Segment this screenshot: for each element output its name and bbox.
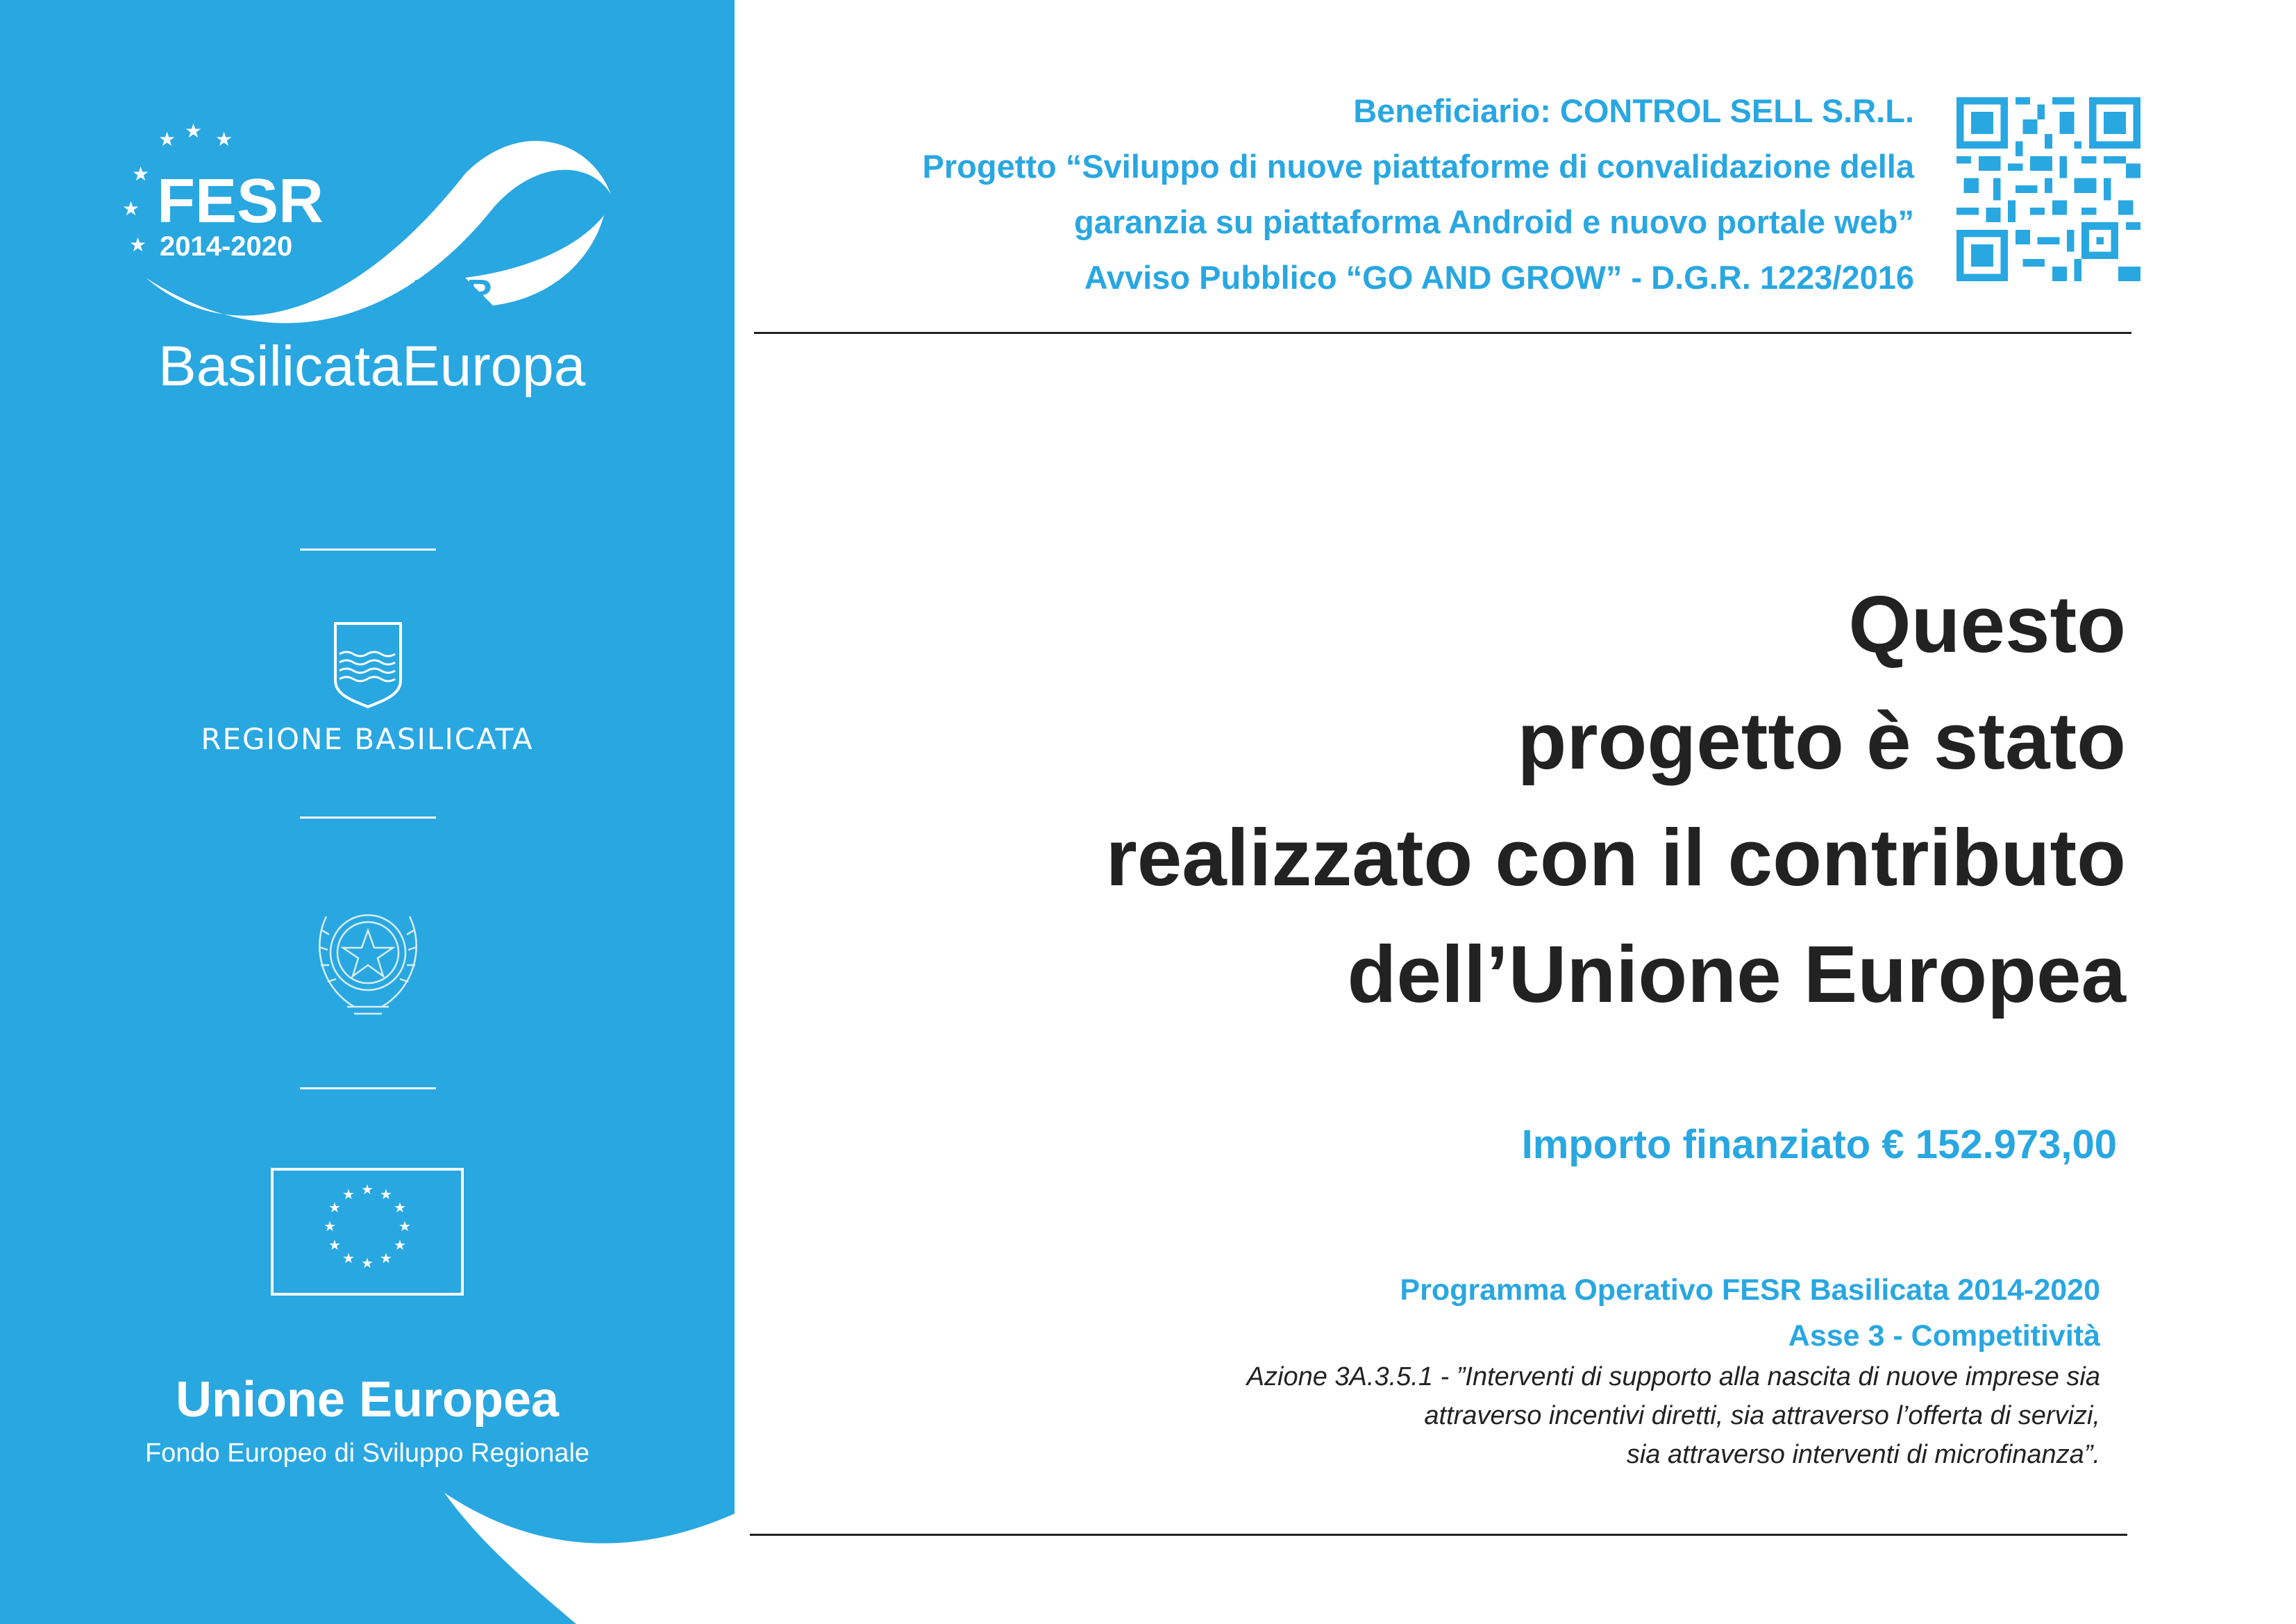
action-line1: Azione 3A.3.5.1 - ”Interventi di supporto alla nascita di nuove imprese sia [1246, 1362, 2100, 1391]
svg-text:★: ★ [399, 1218, 411, 1234]
public-notice-text: Avviso Pubblico “GO AND GROW” - D.G.R. 1223/2016 [1084, 259, 1914, 296]
project-title-line1: Progetto “Sviluppo di nuove piattaforme di convalidazione della [922, 148, 1914, 185]
logo-brand-text: BasilicataEuropa [158, 335, 586, 398]
funded-amount: Importo finanziato € 152.973,00 [1521, 1122, 2117, 1167]
italian-republic-emblem-icon [305, 889, 430, 1021]
region-coat-of-arms-icon [330, 619, 406, 710]
svg-text:★: ★ [129, 233, 147, 256]
main-message-line3: realizzato con il contributo [1105, 812, 2126, 903]
project-title-line2: garanzia su piattaforma Android e nuovo portale web” [1074, 203, 1914, 240]
program-axis: Asse 3 - Competitività [1788, 1319, 2100, 1353]
divider-1 [300, 549, 436, 551]
svg-text:★: ★ [324, 1218, 336, 1234]
main-message-line4: dell’Unione Europea [1347, 929, 2126, 1019]
action-line3: sia attraverso interventi di microfinanza”. [1626, 1440, 2100, 1469]
eu-flag-icon [271, 1168, 464, 1296]
svg-text:★: ★ [380, 1186, 392, 1203]
svg-text:★: ★ [380, 1250, 392, 1266]
program-info [1400, 1267, 2100, 1359]
logo-fesr-text: FESR [157, 167, 324, 236]
project-header [923, 83, 1914, 305]
beneficiary-text: Beneficiario: CONTROL SELL S.R.L. [1353, 92, 1914, 129]
action-line2: attraverso incentivi diretti, sia attraverso l’offerta di servizi, [1424, 1401, 2100, 1430]
program-title: Programma Operativo FESR Basilicata 2014-2020 [1400, 1273, 2100, 1307]
svg-text:★: ★ [215, 128, 233, 151]
svg-text:★: ★ [328, 1237, 341, 1253]
top-rule [754, 332, 2131, 334]
svg-text:★: ★ [342, 1250, 355, 1266]
svg-text:★: ★ [122, 197, 140, 220]
svg-text:★: ★ [132, 162, 150, 185]
left-sidebar-panel [0, 0, 735, 1624]
svg-text:★: ★ [342, 1186, 355, 1203]
action-description [1247, 1357, 2100, 1474]
por-fesr-logo [104, 119, 632, 424]
logo-years-text: 2014-2020 [160, 231, 293, 262]
svg-text:★: ★ [328, 1199, 341, 1216]
eu-title: Unione Europea [175, 1372, 560, 1428]
svg-text:★: ★ [394, 1237, 406, 1253]
logo-por-text: POR [410, 272, 492, 314]
svg-text:★: ★ [185, 119, 203, 142]
bottom-rule [750, 1534, 2127, 1536]
divider-2 [300, 817, 436, 819]
svg-text:★: ★ [158, 128, 176, 151]
svg-text:★: ★ [361, 1181, 374, 1198]
svg-text:★: ★ [394, 1199, 406, 1216]
divider-3 [300, 1087, 436, 1089]
main-message-line1: Questo [1848, 579, 2126, 669]
qr-code-icon [1956, 97, 2140, 281]
eu-subtitle: Fondo Europeo di Sviluppo Regionale [144, 1439, 590, 1468]
main-message [1106, 566, 2126, 1032]
region-label: REGIONE BASILICATA [201, 722, 534, 756]
main-message-line2: progetto è stato [1517, 696, 2126, 786]
svg-text:★: ★ [361, 1255, 374, 1271]
